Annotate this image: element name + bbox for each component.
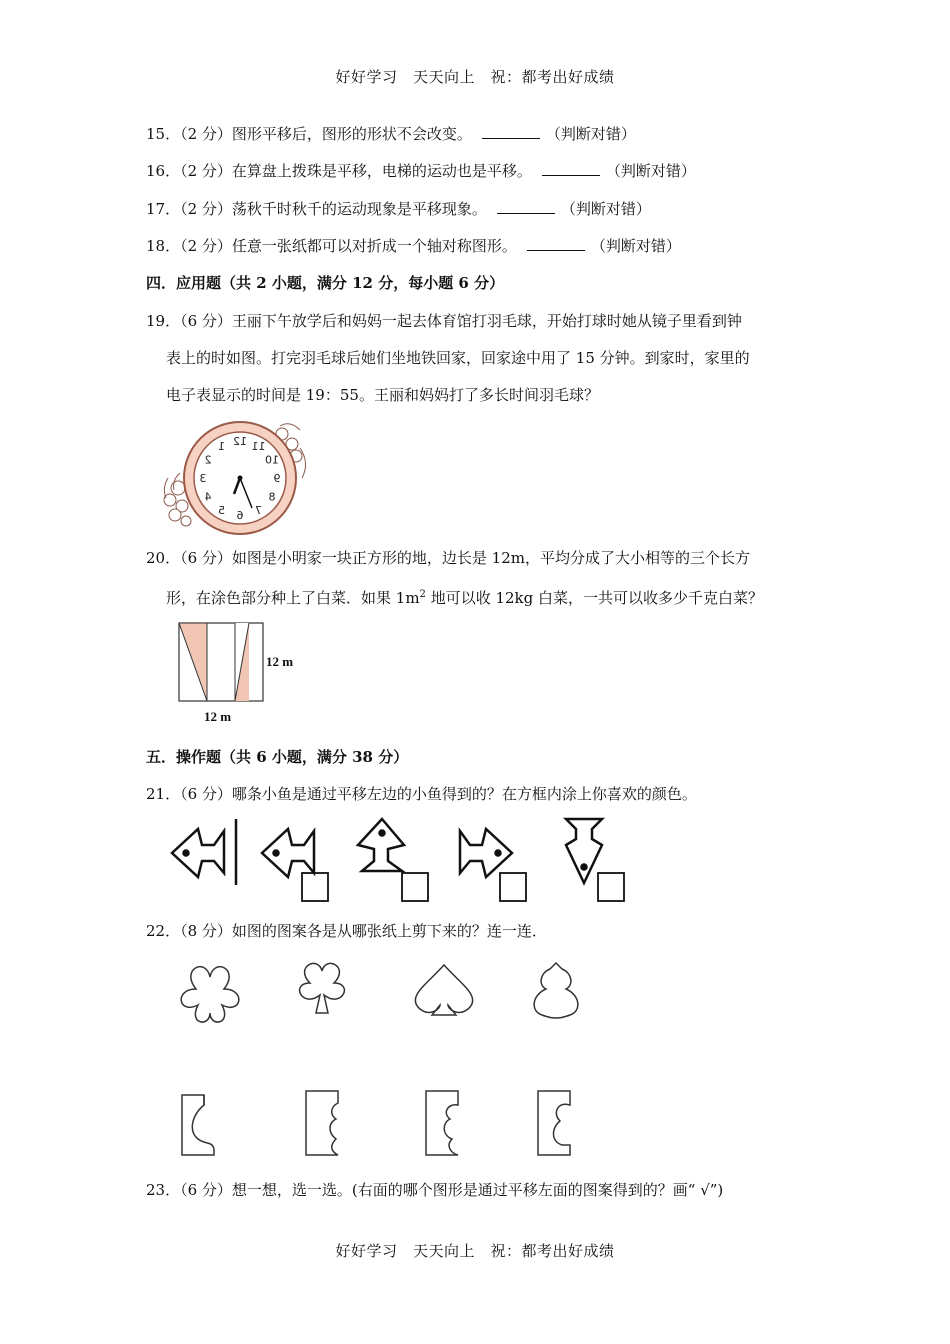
clock-number: 8 bbox=[268, 490, 276, 504]
clock-number: 2 bbox=[204, 453, 212, 467]
four-petal-flower-shape bbox=[181, 967, 239, 1022]
page-header: 好好学习 天天向上 祝：都考出好成绩 bbox=[335, 68, 615, 86]
gourd-shape bbox=[534, 963, 578, 1018]
page-footer: 好好学习 天天向上 祝：都考出好成绩 bbox=[335, 1242, 615, 1260]
question-21: 21．（6 分）哪条小鱼是通过平移左边的小鱼得到的？在方框内涂上你喜欢的颜色。 bbox=[146, 785, 697, 803]
side-length-label: 12 m bbox=[266, 654, 294, 669]
section-4-heading: 四．应用题（共 2 小题，满分 12 分，每小题 6 分） bbox=[146, 274, 505, 292]
answer-box-3[interactable] bbox=[500, 873, 526, 901]
spade-shape bbox=[415, 965, 472, 1015]
club-shape bbox=[300, 963, 345, 1013]
answer-box-4[interactable] bbox=[598, 873, 624, 901]
question-20-line1: 20．（6 分）如图是小明家一块正方形的地，边长是 12m，平均分成了大小相等的三个长方 bbox=[146, 549, 750, 567]
clock-number: 10 bbox=[265, 453, 280, 467]
question-18: 18．（2 分）任意一张纸都可以对折成一个轴对称图形。 （判断对错） bbox=[146, 237, 681, 255]
question-19-line2: 表上的时如图。打完羽毛球后她们坐地铁回家，回家途中用了 15 分钟。到家时，家里的 bbox=[166, 349, 750, 367]
question-16: 16．（2 分）在算盘上拨珠是平移，电梯的运动也是平移。 （判断对错） bbox=[146, 162, 696, 180]
fish-option-4 bbox=[566, 819, 624, 901]
question-20-line2: 形，在涂色部分种上了白菜．如果 $1m^2$ 地可以收 12kg 白菜，一共可以收多少千克白菜？ bbox=[166, 589, 764, 607]
answer-box-2[interactable] bbox=[402, 873, 428, 901]
folded-paper-1 bbox=[182, 1095, 214, 1155]
fish-translation-figure bbox=[166, 815, 636, 907]
fish-option-3 bbox=[460, 829, 526, 901]
answer-blank-16[interactable] bbox=[542, 161, 600, 176]
clock-number: 7 bbox=[255, 504, 262, 518]
fish-option-2 bbox=[358, 819, 428, 901]
clock-number: 9 bbox=[273, 472, 281, 485]
question-23: 23．（6 分）想一想，选一选。(右面的哪个图形是通过平移左面的图案得到的？画“ √”) bbox=[146, 1181, 724, 1199]
clock-number: 5 bbox=[218, 504, 225, 518]
clock-number: 1 bbox=[218, 439, 225, 453]
clock-number: 6 bbox=[236, 509, 244, 522]
fish-option-1 bbox=[262, 829, 328, 901]
clock-number: 3 bbox=[199, 472, 207, 485]
answer-box-1[interactable] bbox=[302, 873, 328, 901]
question-19-line1: 19．（6 分）王丽下午放学后和妈妈一起去体育馆打羽毛球，开始打球时她从镜子里看到钟 bbox=[146, 312, 742, 330]
bottom-length-label: 12 m bbox=[204, 709, 232, 724]
question-15: 15．（2 分）图形平移后，图形的形状不会改变。 （判断对错） bbox=[146, 125, 636, 143]
clock-number: 12 bbox=[233, 435, 247, 448]
fish-original bbox=[172, 819, 236, 885]
folded-paper-2 bbox=[306, 1091, 338, 1155]
folded-paper-4 bbox=[538, 1091, 570, 1155]
answer-blank-15[interactable] bbox=[482, 124, 540, 139]
section-5-heading: 五．操作题（共 6 小题，满分 38 分） bbox=[146, 748, 409, 766]
question-19-line3: 电子表显示的时间是 19：55。王丽和妈妈打了多长时间羽毛球？ bbox=[166, 386, 599, 404]
clock-number: 11 bbox=[251, 439, 266, 453]
question-17: 17．（2 分）荡秋千时秋千的运动现象是平移现象。 （判断对错） bbox=[146, 200, 651, 218]
square-field-figure bbox=[176, 620, 316, 730]
clock-number: 4 bbox=[204, 490, 212, 504]
question-22: 22．（8 分）如图的图案各是从哪张纸上剪下来的？连一连． bbox=[146, 922, 547, 940]
mirrored-clock-figure bbox=[160, 418, 320, 533]
answer-blank-18[interactable] bbox=[527, 236, 585, 251]
answer-blank-17[interactable] bbox=[497, 199, 555, 214]
cutout-shapes-figure bbox=[166, 955, 586, 1165]
folded-paper-3 bbox=[426, 1091, 458, 1155]
